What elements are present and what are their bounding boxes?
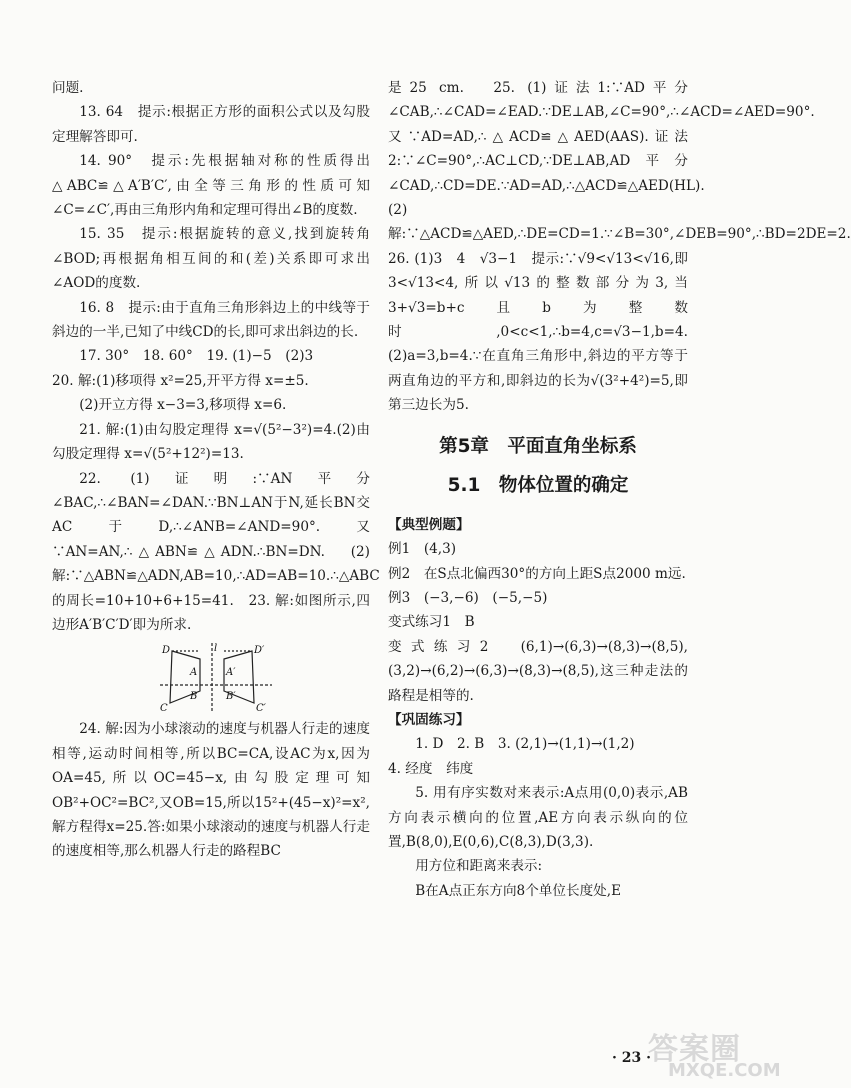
practice-4: 4. 经度 纬度: [388, 760, 474, 777]
answer-20-2: (2)开立方得 x−3=3,移项得 x=6.: [79, 397, 287, 414]
heading-practice: 【巩固练习】: [388, 711, 470, 728]
variant-1: 变式练习1 B: [388, 614, 475, 631]
watermark-logo: 答案圈: [648, 1032, 741, 1067]
figure-23: [160, 643, 272, 715]
fig-label: B: [190, 691, 198, 703]
heading-examples: 【典型例题】: [388, 516, 470, 533]
answer-21: 21. 解:(1)由勾股定理得 x=√(5²−3²)=4.(2)由勾股定理得 x=√(5²+12²)=13.: [52, 421, 370, 463]
practice-1-3: 1. D 2. B 3. (2,1)→(1,1)→(1,2): [415, 736, 635, 753]
practice-5: 5. 用有序实数对来表示:A点用(0,0)表示,AB方向表示横向的位置,AE方向表示纵向的位置,B(8,0),E(0,6),C(8,3),D(3,3).: [388, 785, 688, 850]
fig-label: A: [190, 667, 198, 679]
page-number: · 23 ·: [612, 1050, 651, 1066]
answer-13: 13. 64 提示:根据正方形的面积公式以及勾股定理解答即可.: [52, 104, 370, 145]
practice-5-b: B在A点正东方向8个单位长度处,E: [415, 882, 622, 899]
fig-label: C: [160, 703, 168, 715]
chapter-title: 第5章 平面直角坐标系: [439, 435, 637, 457]
example-2: 例2 在S点北偏西30°的方向上距S点2000 m远.: [388, 565, 686, 582]
fig-label: B′: [226, 691, 236, 703]
answer-17-19: 17. 30° 18. 60° 19. (1)−5 (2)3: [79, 348, 314, 365]
fig-label: D′: [254, 645, 265, 657]
watermark-url: MXQE.COM: [668, 1060, 781, 1081]
practice-5-direction: 用方位和距离来表示:: [415, 858, 543, 875]
answer-16: 16. 8 提示:由于直角三角形斜边上的中线等于斜边的一半,已知了中线CD的长,即可求出斜边的长.: [52, 299, 370, 341]
variant-2: 变式练习2 (6,1)→(6,3)→(8,3)→(8,5),(3,2)→(6,2)→(6,3)→(8,3)→(8,5),这三种走法的路程是相等的.: [388, 638, 688, 704]
left-column: [52, 76, 380, 864]
fig-label: C′: [256, 703, 266, 715]
answer-20: 20. 解:(1)移项得 x²=25,开平方得 x=±5.: [52, 372, 309, 389]
text-line: 问题.: [52, 80, 84, 96]
answer-15: 15. 35 提示:根据旋转的意义,找到旋转角∠BOD;再根据角相互间的和(差)关系即可求出∠AOD的度数.: [52, 226, 370, 292]
answer-14: 14. 90° 提示:先根据轴对称的性质得出△ABC≌△A′B′C′,由全等三角形的性质可知∠C=∠C′,再由三角形内角和定理可得出∠B的度数.: [52, 153, 370, 219]
example-1: 例1 (4,3): [388, 541, 457, 558]
fig-label: D: [162, 645, 171, 657]
answer-22-23: 22. (1)证明:∵AN平分∠BAC,∴∠BAN=∠DAN.∵BN⊥AN于N,延长BN交AC于D,∴∠ANB=∠AND=90°.又∵AN=AN,∴△ABN≌△ADN.∴BN=DN. (2)解:∵△ABN≌△ADN,AB=10,∴AD=AB=10.∴△ABC的周长=10+10+6+15=41. 23. 解:如图所示,四边形A′B′C′D′即为所求.: [52, 470, 380, 633]
answer-24: 24. 解:因为小球滚动的速度与机器人行走的速度相等,运动时间相等,所以BC=CA,设AC为x,因为OA=45,所以OC=45−x,由勾股定理可知OB²+OC²=BC²,又OB=15,所以15²+(45−x)²=x²,解方程得x=25.答:如果小球滚动的速度与机器人行走的速度相等,那么机器人行走的路程BC: [52, 721, 370, 860]
example-3: 例3 (−3,−6) (−5,−5): [388, 589, 548, 606]
section-title: 5.1 物体位置的确定: [447, 474, 629, 496]
right-column: [388, 76, 851, 903]
answer-25-26: 是25 cm. 25. (1)证法1:∵AD平分∠CAB,∴∠CAD=∠EAD.∵DE⊥AB,∠C=90°,∴∠ACD=∠AED=90°.又∵AD=AD,∴△ACD≌△AED(AAS).证法2:∵∠C=90°,∴AC⊥CD,∵DE⊥AB,AD平分∠CAD,∴CD=DE.∵AD=AD,∴△ACD≌△AED(HL). (2)解:∵△ACD≌△AED,∴DE=CD=1.∵∠B=30°,∠DEB=90°,∴BD=2DE=2. 26. (1)3 4 √3−1 提示:∵√9<√13<√16,即3<√13<4,所以√13的整数部分为3,当3+√3=b+c且b为整数时,0<c<1,∴b=4,c=√3−1,b=4. (2)a=3,b=4.∵在直角三角形中,斜边的平方等于两直角边的平方和,即斜边的长为√(3²+4²)=5,即第三边长为5.: [388, 80, 851, 414]
fig-label: A′: [226, 667, 236, 679]
fig-label: l: [214, 643, 218, 655]
